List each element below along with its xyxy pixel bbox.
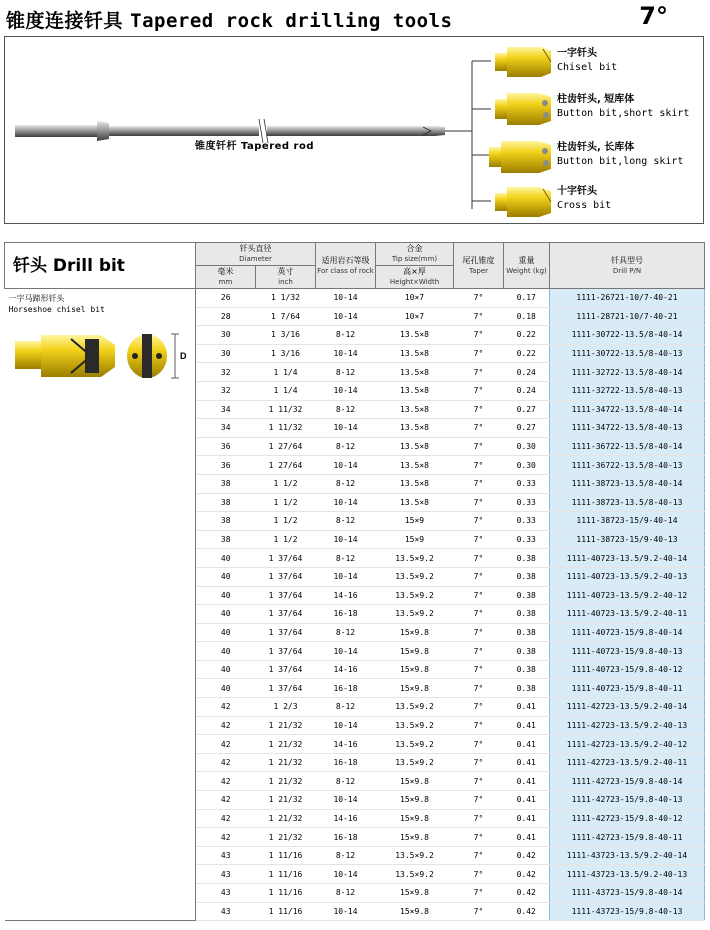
cell-inch: 1 3/16	[256, 344, 316, 363]
cell-part-number: 1111-38723-15/9-40-13	[550, 530, 705, 549]
cell-part-number: 1111-40723-13.5/9.2-40-12	[550, 586, 705, 605]
cell-tip-size: 13.5×9.2	[376, 716, 454, 735]
cell-weight: 0.24	[504, 381, 550, 400]
cell-taper: 7°	[454, 846, 504, 865]
cell-taper: 7°	[454, 493, 504, 512]
taper-angle: 7°	[639, 2, 668, 30]
cell-taper: 7°	[454, 660, 504, 679]
cell-weight: 0.27	[504, 419, 550, 438]
tool-illustration-panel	[4, 36, 704, 224]
cell-taper: 7°	[454, 735, 504, 754]
cell-taper: 7°	[454, 902, 504, 921]
cell-mm: 42	[196, 791, 256, 810]
cell-tip-size: 13.5×8	[376, 456, 454, 475]
cell-rock-class: 8-12	[316, 512, 376, 531]
cell-inch: 1 37/64	[256, 623, 316, 642]
cell-rock-class: 10-14	[316, 567, 376, 586]
page-title-zh: 锥度连接钎具	[6, 10, 124, 32]
cell-taper: 7°	[454, 716, 504, 735]
cell-mm: 38	[196, 474, 256, 493]
cell-taper: 7°	[454, 474, 504, 493]
cell-rock-class: 8-12	[316, 326, 376, 345]
cell-mm: 42	[196, 753, 256, 772]
cell-inch: 1 11/16	[256, 865, 316, 884]
cell-taper: 7°	[454, 381, 504, 400]
cell-rock-class: 16-18	[316, 828, 376, 847]
cell-mm: 42	[196, 772, 256, 791]
cell-taper: 7°	[454, 809, 504, 828]
col-weight: 重量 Weight (kg)	[504, 243, 550, 289]
tapered-rod-label: 锥度钎杆 Tapered rod	[195, 141, 315, 152]
cell-mm: 40	[196, 660, 256, 679]
cell-inch: 1 21/32	[256, 716, 316, 735]
cell-part-number: 1111-26721-10/7-40-21	[550, 289, 705, 308]
cell-mm: 42	[196, 809, 256, 828]
cell-inch: 1 2/3	[256, 698, 316, 717]
col-mm: 毫米 mm	[196, 266, 256, 289]
cell-weight: 0.30	[504, 456, 550, 475]
button-bit-long-drawing	[489, 141, 551, 173]
cell-taper: 7°	[454, 437, 504, 456]
cell-weight: 0.27	[504, 400, 550, 419]
cell-tip-size: 15×9.8	[376, 660, 454, 679]
cell-inch: 1 37/64	[256, 549, 316, 568]
bit-description-zh: 一字马蹄形钎头	[8, 294, 65, 303]
cell-rock-class: 10-14	[316, 381, 376, 400]
cell-rock-class: 14-16	[316, 735, 376, 754]
bit-bracket	[445, 61, 491, 209]
cell-weight: 0.33	[504, 530, 550, 549]
cell-weight: 0.38	[504, 623, 550, 642]
cell-inch: 1 11/32	[256, 400, 316, 419]
cell-rock-class: 10-14	[316, 419, 376, 438]
cell-part-number: 1111-32722-13.5/8-40-13	[550, 381, 705, 400]
cell-taper: 7°	[454, 512, 504, 531]
cell-rock-class: 8-12	[316, 474, 376, 493]
cell-taper: 7°	[454, 605, 504, 624]
chisel-bit-label: 一字钎头 Chisel bit	[557, 48, 618, 73]
cell-weight: 0.41	[504, 698, 550, 717]
cell-taper: 7°	[454, 679, 504, 698]
cell-weight: 0.38	[504, 660, 550, 679]
cell-mm: 38	[196, 530, 256, 549]
cell-mm: 40	[196, 605, 256, 624]
cell-inch: 1 37/64	[256, 605, 316, 624]
cell-part-number: 1111-36722-13.5/8-40-14	[550, 437, 705, 456]
cell-tip-size: 13.5×8	[376, 474, 454, 493]
cell-rock-class: 8-12	[316, 846, 376, 865]
cell-inch: 1 37/64	[256, 642, 316, 661]
cell-inch: 1 37/64	[256, 660, 316, 679]
chisel-bit-drawing	[495, 47, 551, 77]
cell-taper: 7°	[454, 698, 504, 717]
cell-inch: 1 27/64	[256, 456, 316, 475]
cell-weight: 0.33	[504, 493, 550, 512]
cell-part-number: 1111-42723-15/9.8-40-12	[550, 809, 705, 828]
cell-weight: 0.42	[504, 902, 550, 921]
cell-part-number: 1111-34722-13.5/8-40-14	[550, 400, 705, 419]
cell-weight: 0.22	[504, 326, 550, 345]
cell-inch: 1 21/32	[256, 772, 316, 791]
cell-part-number: 1111-34722-13.5/8-40-13	[550, 419, 705, 438]
cell-part-number: 1111-42723-15/9.8-40-14	[550, 772, 705, 791]
cell-part-number: 1111-30722-13.5/8-40-14	[550, 326, 705, 345]
cell-tip-size: 15×9.8	[376, 884, 454, 903]
cell-part-number: 1111-38723-13.5/8-40-14	[550, 474, 705, 493]
cell-taper: 7°	[454, 456, 504, 475]
cell-weight: 0.41	[504, 828, 550, 847]
cell-tip-size: 13.5×8	[376, 437, 454, 456]
col-height-width: 高×厚 Height×Width	[376, 266, 454, 289]
cell-taper: 7°	[454, 772, 504, 791]
cell-part-number: 1111-36722-13.5/8-40-13	[550, 456, 705, 475]
cell-mm: 42	[196, 716, 256, 735]
cell-rock-class: 10-14	[316, 344, 376, 363]
cell-taper: 7°	[454, 344, 504, 363]
cell-weight: 0.17	[504, 289, 550, 308]
cell-mm: 36	[196, 456, 256, 475]
cell-taper: 7°	[454, 289, 504, 308]
cell-weight: 0.38	[504, 605, 550, 624]
cell-tip-size: 13.5×8	[376, 419, 454, 438]
cell-mm: 30	[196, 326, 256, 345]
cell-part-number: 1111-40723-15/9.8-40-12	[550, 660, 705, 679]
cell-inch: 1 21/32	[256, 753, 316, 772]
cell-part-number: 1111-42723-13.5/9.2-40-13	[550, 716, 705, 735]
page-title	[6, 6, 453, 33]
cell-mm: 40	[196, 679, 256, 698]
cell-mm: 36	[196, 437, 256, 456]
cell-inch: 1 1/2	[256, 512, 316, 531]
cell-inch: 1 1/4	[256, 363, 316, 382]
cell-tip-size: 15×9.8	[376, 828, 454, 847]
cell-weight: 0.22	[504, 344, 550, 363]
col-rock-class: 适用岩石等级 For class of rock	[316, 243, 376, 289]
cell-mm: 40	[196, 586, 256, 605]
cell-weight: 0.42	[504, 865, 550, 884]
cell-weight: 0.41	[504, 753, 550, 772]
cell-rock-class: 16-18	[316, 605, 376, 624]
cell-tip-size: 13.5×8	[376, 326, 454, 345]
cell-inch: 1 27/64	[256, 437, 316, 456]
table-row	[5, 289, 705, 308]
cell-mm: 42	[196, 828, 256, 847]
cell-taper: 7°	[454, 753, 504, 772]
cell-rock-class: 8-12	[316, 400, 376, 419]
horseshoe-bit-drawing	[9, 321, 189, 401]
cell-part-number: 1111-43723-15/9.8-40-14	[550, 884, 705, 903]
button-bit-long-label: 柱齿钎头, 长库体 Button bit,long skirt	[557, 142, 684, 167]
cell-mm: 32	[196, 363, 256, 382]
cell-part-number: 1111-42723-13.5/9.2-40-11	[550, 753, 705, 772]
cell-rock-class: 10-14	[316, 530, 376, 549]
cell-taper: 7°	[454, 419, 504, 438]
cell-taper: 7°	[454, 400, 504, 419]
cell-part-number: 1111-43723-15/9.8-40-13	[550, 902, 705, 921]
cell-weight: 0.24	[504, 363, 550, 382]
cell-rock-class: 16-18	[316, 753, 376, 772]
cell-tip-size: 13.5×8	[376, 344, 454, 363]
cell-tip-size: 13.5×8	[376, 363, 454, 382]
cell-tip-size: 13.5×9.2	[376, 605, 454, 624]
cell-weight: 0.41	[504, 791, 550, 810]
col-inch: 英寸 inch	[256, 266, 316, 289]
cell-inch: 1 11/16	[256, 884, 316, 903]
cross-bit-label: 十字钎头 Cross bit	[557, 186, 612, 211]
cell-inch: 1 1/4	[256, 381, 316, 400]
cell-tip-size: 10×7	[376, 289, 454, 308]
cell-rock-class: 10-14	[316, 289, 376, 308]
cell-mm: 43	[196, 884, 256, 903]
cell-rock-class: 10-14	[316, 307, 376, 326]
cell-part-number: 1111-40723-13.5/9.2-40-13	[550, 567, 705, 586]
cell-tip-size: 13.5×9.2	[376, 698, 454, 717]
cell-weight: 0.38	[504, 567, 550, 586]
cell-tip-size: 15×9	[376, 512, 454, 531]
cell-weight: 0.38	[504, 679, 550, 698]
cell-part-number: 1111-42723-15/9.8-40-13	[550, 791, 705, 810]
cell-part-number: 1111-38723-13.5/8-40-13	[550, 493, 705, 512]
col-tip-size: 合金 Tip size(mm)	[376, 243, 454, 266]
cell-tip-size: 13.5×9.2	[376, 846, 454, 865]
cell-weight: 0.38	[504, 549, 550, 568]
cell-mm: 40	[196, 549, 256, 568]
cell-taper: 7°	[454, 828, 504, 847]
cell-inch: 1 37/64	[256, 679, 316, 698]
cell-inch: 1 21/32	[256, 828, 316, 847]
cell-rock-class: 10-14	[316, 493, 376, 512]
cell-inch: 1 37/64	[256, 567, 316, 586]
cell-weight: 0.41	[504, 809, 550, 828]
table-body	[5, 289, 705, 921]
cell-mm: 34	[196, 419, 256, 438]
cell-tip-size: 13.5×9.2	[376, 865, 454, 884]
cell-tip-size: 15×9.8	[376, 642, 454, 661]
cell-inch: 1 1/32	[256, 289, 316, 308]
cell-rock-class: 8-12	[316, 884, 376, 903]
cell-inch: 1 11/16	[256, 846, 316, 865]
cell-tip-size: 15×9	[376, 530, 454, 549]
cell-tip-size: 13.5×8	[376, 400, 454, 419]
cell-taper: 7°	[454, 530, 504, 549]
cell-rock-class: 8-12	[316, 698, 376, 717]
cell-tip-size: 10×7	[376, 307, 454, 326]
cell-part-number: 1111-32722-13.5/8-40-14	[550, 363, 705, 382]
dimension-d-label: D	[179, 351, 186, 361]
cell-taper: 7°	[454, 586, 504, 605]
cell-part-number: 1111-38723-15/9-40-14	[550, 512, 705, 531]
cell-part-number: 1111-42723-13.5/9.2-40-14	[550, 698, 705, 717]
cell-taper: 7°	[454, 642, 504, 661]
cell-tip-size: 13.5×9.2	[376, 735, 454, 754]
cell-inch: 1 1/2	[256, 530, 316, 549]
cell-mm: 34	[196, 400, 256, 419]
cell-weight: 0.41	[504, 735, 550, 754]
cross-bit-drawing	[495, 187, 551, 217]
cell-weight: 0.38	[504, 586, 550, 605]
cell-rock-class: 8-12	[316, 623, 376, 642]
cell-weight: 0.33	[504, 474, 550, 493]
cell-mm: 30	[196, 344, 256, 363]
cell-mm: 43	[196, 846, 256, 865]
cell-inch: 1 7/64	[256, 307, 316, 326]
cell-part-number: 1111-28721-10/7-40-21	[550, 307, 705, 326]
bit-description-en: Horseshoe chisel bit	[8, 305, 105, 314]
button-bit-short-label: 柱齿钎头, 短库体 Button bit,short skirt	[557, 94, 690, 119]
cell-weight: 0.42	[504, 884, 550, 903]
cell-weight: 0.41	[504, 772, 550, 791]
cell-part-number: 1111-40723-15/9.8-40-13	[550, 642, 705, 661]
cell-taper: 7°	[454, 549, 504, 568]
cell-mm: 32	[196, 381, 256, 400]
cell-part-number: 1111-42723-13.5/9.2-40-12	[550, 735, 705, 754]
drill-bit-table	[4, 242, 705, 921]
cell-taper: 7°	[454, 363, 504, 382]
cell-taper: 7°	[454, 326, 504, 345]
col-taper: 尾孔锥度 Taper	[454, 243, 504, 289]
cell-mm: 42	[196, 698, 256, 717]
cell-inch: 1 3/16	[256, 326, 316, 345]
cell-weight: 0.30	[504, 437, 550, 456]
cell-part-number: 1111-43723-13.5/9.2-40-13	[550, 865, 705, 884]
cell-inch: 1 1/2	[256, 474, 316, 493]
cell-mm: 43	[196, 902, 256, 921]
cell-inch: 1 11/32	[256, 419, 316, 438]
cell-taper: 7°	[454, 865, 504, 884]
cell-tip-size: 15×9.8	[376, 679, 454, 698]
cell-tip-size: 15×9.8	[376, 902, 454, 921]
cell-tip-size: 13.5×9.2	[376, 549, 454, 568]
cell-tip-size: 13.5×9.2	[376, 586, 454, 605]
cell-part-number: 1111-40723-15/9.8-40-14	[550, 623, 705, 642]
cell-taper: 7°	[454, 623, 504, 642]
cell-mm: 26	[196, 289, 256, 308]
cell-weight: 0.18	[504, 307, 550, 326]
cell-mm: 43	[196, 865, 256, 884]
cell-tip-size: 13.5×9.2	[376, 567, 454, 586]
cell-rock-class: 8-12	[316, 772, 376, 791]
col-part-number: 钎具型号 Drill P/N	[550, 243, 705, 289]
cell-rock-class: 14-16	[316, 586, 376, 605]
cell-weight: 0.41	[504, 716, 550, 735]
page-title-en: Tapered rock drilling tools	[130, 10, 453, 32]
cell-inch: 1 21/32	[256, 791, 316, 810]
cell-tip-size: 15×9.8	[376, 772, 454, 791]
cell-taper: 7°	[454, 307, 504, 326]
cell-rock-class: 8-12	[316, 549, 376, 568]
cell-rock-class: 10-14	[316, 716, 376, 735]
col-diameter: 钎头直径 Diameter	[196, 243, 316, 266]
cell-tip-size: 15×9.8	[376, 623, 454, 642]
cell-rock-class: 10-14	[316, 456, 376, 475]
cell-mm: 40	[196, 567, 256, 586]
cell-taper: 7°	[454, 884, 504, 903]
button-bit-short-drawing	[495, 93, 551, 125]
cell-tip-size: 13.5×8	[376, 493, 454, 512]
cell-weight: 0.33	[504, 512, 550, 531]
cell-mm: 28	[196, 307, 256, 326]
cell-weight: 0.38	[504, 642, 550, 661]
cell-taper: 7°	[454, 567, 504, 586]
cell-rock-class: 10-14	[316, 642, 376, 661]
cell-mm: 40	[196, 642, 256, 661]
cell-rock-class: 8-12	[316, 437, 376, 456]
cell-part-number: 1111-43723-13.5/9.2-40-14	[550, 846, 705, 865]
cell-rock-class: 10-14	[316, 902, 376, 921]
cell-part-number: 1111-30722-13.5/8-40-13	[550, 344, 705, 363]
bit-description	[5, 289, 196, 921]
cell-tip-size: 13.5×9.2	[376, 753, 454, 772]
cell-mm: 38	[196, 493, 256, 512]
cell-part-number: 1111-42723-15/9.8-40-11	[550, 828, 705, 847]
cell-part-number: 1111-40723-15/9.8-40-11	[550, 679, 705, 698]
cell-inch: 1 37/64	[256, 586, 316, 605]
cell-rock-class: 16-18	[316, 679, 376, 698]
cell-weight: 0.42	[504, 846, 550, 865]
cell-tip-size: 15×9.8	[376, 791, 454, 810]
cell-tip-size: 13.5×8	[376, 381, 454, 400]
cell-part-number: 1111-40723-13.5/9.2-40-14	[550, 549, 705, 568]
cell-rock-class: 8-12	[316, 363, 376, 382]
cell-mm: 42	[196, 735, 256, 754]
cell-inch: 1 21/32	[256, 809, 316, 828]
cell-inch: 1 21/32	[256, 735, 316, 754]
cell-taper: 7°	[454, 791, 504, 810]
cell-rock-class: 14-16	[316, 660, 376, 679]
cell-mm: 40	[196, 623, 256, 642]
cell-rock-class: 10-14	[316, 865, 376, 884]
cell-inch: 1 1/2	[256, 493, 316, 512]
cell-tip-size: 15×9.8	[376, 809, 454, 828]
cell-rock-class: 14-16	[316, 809, 376, 828]
cell-part-number: 1111-40723-13.5/9.2-40-11	[550, 605, 705, 624]
cell-mm: 38	[196, 512, 256, 531]
cell-rock-class: 10-14	[316, 791, 376, 810]
section-title: 钎头 Drill bit	[5, 243, 196, 289]
cell-inch: 1 11/16	[256, 902, 316, 921]
